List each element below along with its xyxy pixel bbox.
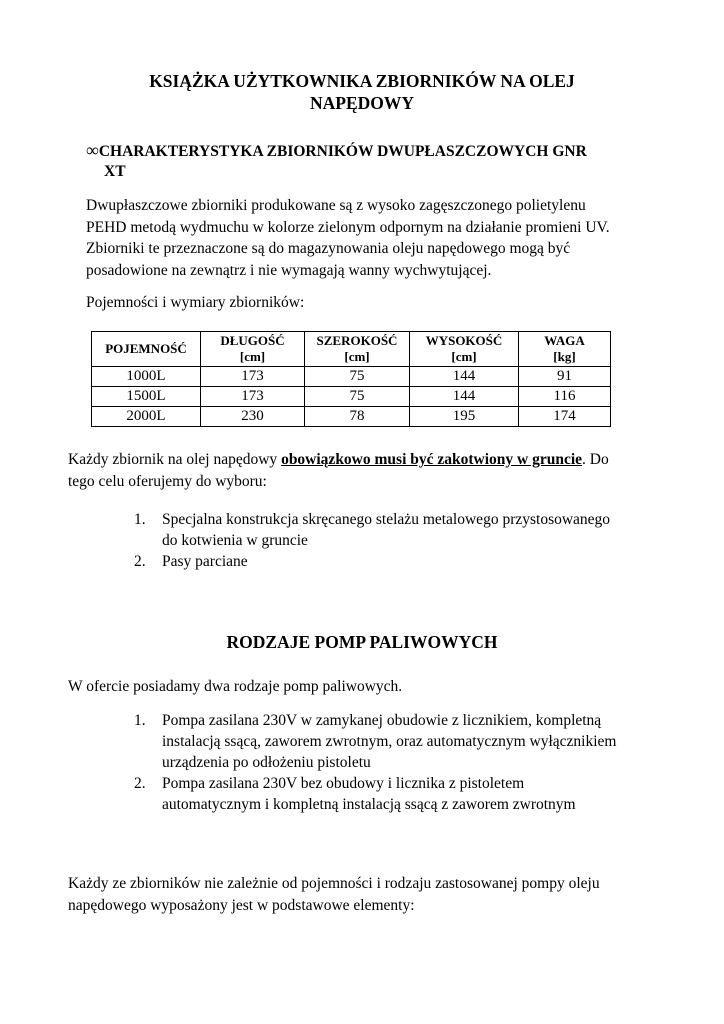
pumps-intro: W ofercie posiadamy dwa rodzaje pomp paliwowych. (68, 678, 403, 695)
intro-line: Zbiorniki te przeznaczone są do magazynowania oleju napędowego mogą być (86, 240, 571, 257)
closing-paragraph: Każdy ze zbiorników nie zależnie od pojemności i rodzaju zastosowanej pompy oleju napędowego wyposażony jest w podstawowe elementy: (68, 875, 600, 914)
list-item: 1. Specjalna konstrukcja skręcanego stelażu metalowego przystosowanego do kotwienia w gruncie (134, 511, 611, 549)
list-number: 2. (134, 775, 146, 792)
cell-capacity: 1000L (92, 367, 201, 387)
dimensions-intro: Pojemności i wymiary zbiorników: (86, 294, 305, 311)
cell-width: 75 (305, 367, 410, 387)
anchoring-emphasis: obowiązkowo musi być zakotwiony w gruncie (281, 451, 583, 468)
infinity-bullet-icon: ∞ (86, 140, 99, 160)
header-weight: WAGA [kg] (519, 332, 611, 367)
cell-capacity: 2000L (92, 407, 201, 427)
cell-length: 173 (201, 387, 305, 407)
header-width: SZEROKOŚĆ [cm] (305, 332, 410, 367)
header-height: WYSOKOŚĆ [cm] (410, 332, 519, 367)
intro-paragraph (86, 195, 706, 281)
cell-length: 173 (201, 367, 305, 387)
title-line-1: KSIĄŻKA UŻYTKOWNIKA ZBIORNIKÓW NA OLEJ (149, 71, 575, 91)
table-row (92, 407, 611, 427)
cell-capacity: 1500L (92, 387, 201, 407)
cell-height: 195 (410, 407, 519, 427)
list-number: 1. (134, 712, 146, 729)
cell-width: 78 (305, 407, 410, 427)
cell-height: 144 (410, 387, 519, 407)
table-row (92, 387, 611, 407)
section-heading-line-1: CHARAKTERYSTYKA ZBIORNIKÓW DWUPŁASZCZOWYCH GNR (98, 143, 587, 160)
cell-weight: 174 (519, 407, 611, 427)
section-heading-pumps: RODZAJE POMP PALIWOWYCH (226, 632, 498, 652)
header-capacity: POJEMNOŚĆ (92, 332, 201, 367)
dimensions-table (91, 331, 611, 427)
list-item: 2. Pompa zasilana 230V bez obudowy i licznika z pistoletem automatycznym i kompletną instalacją ssącą z zaworem zwrotnym (134, 775, 576, 813)
header-length: DŁUGOŚĆ [cm] (201, 332, 305, 367)
cell-length: 230 (201, 407, 305, 427)
page-title (0, 70, 724, 114)
cell-height: 144 (410, 367, 519, 387)
cell-weight: 116 (519, 387, 611, 407)
table-header-row (92, 332, 611, 367)
anchoring-line-1: Każdy zbiornik na olej napędowy obowiązkowo musi być zakotwiony w gruncie. Do (68, 451, 609, 468)
anchoring-options-list (134, 509, 694, 572)
section-heading-line-2: XT (104, 163, 126, 180)
list-item: 2. Pasy parciane (134, 553, 248, 570)
list-item: 1. Pompa zasilana 230V w zamykanej obudowie z licznikiem, kompletną instalacją ssącą, zaworem zwrotnym, oraz automatycznym wyłącznikiem urządzenia po odłożeniu pistoletu (134, 712, 617, 771)
list-number: 2. (134, 553, 146, 570)
anchoring-paragraph (68, 449, 708, 492)
cell-weight: 91 (519, 367, 611, 387)
list-number: 1. (134, 511, 146, 528)
pumps-list (134, 710, 694, 815)
cell-width: 75 (305, 387, 410, 407)
anchoring-line-2: tego celu oferujemy do wyboru: (68, 472, 267, 490)
intro-line: PEHD metodą wydmuchu w kolorze zielonym odpornym na działanie promieni UV. (86, 218, 610, 236)
intro-line: posadowione na zewnątrz i nie wymagają wanny wychwytującej. (86, 261, 492, 279)
table-row (92, 367, 611, 387)
title-line-2: NAPĘDOWY (309, 93, 415, 113)
intro-line: Dwupłaszczowe zbiorniki produkowane są z wysoko zagęszczonego polietylenu (86, 197, 586, 214)
section-heading-characteristics (86, 140, 666, 182)
